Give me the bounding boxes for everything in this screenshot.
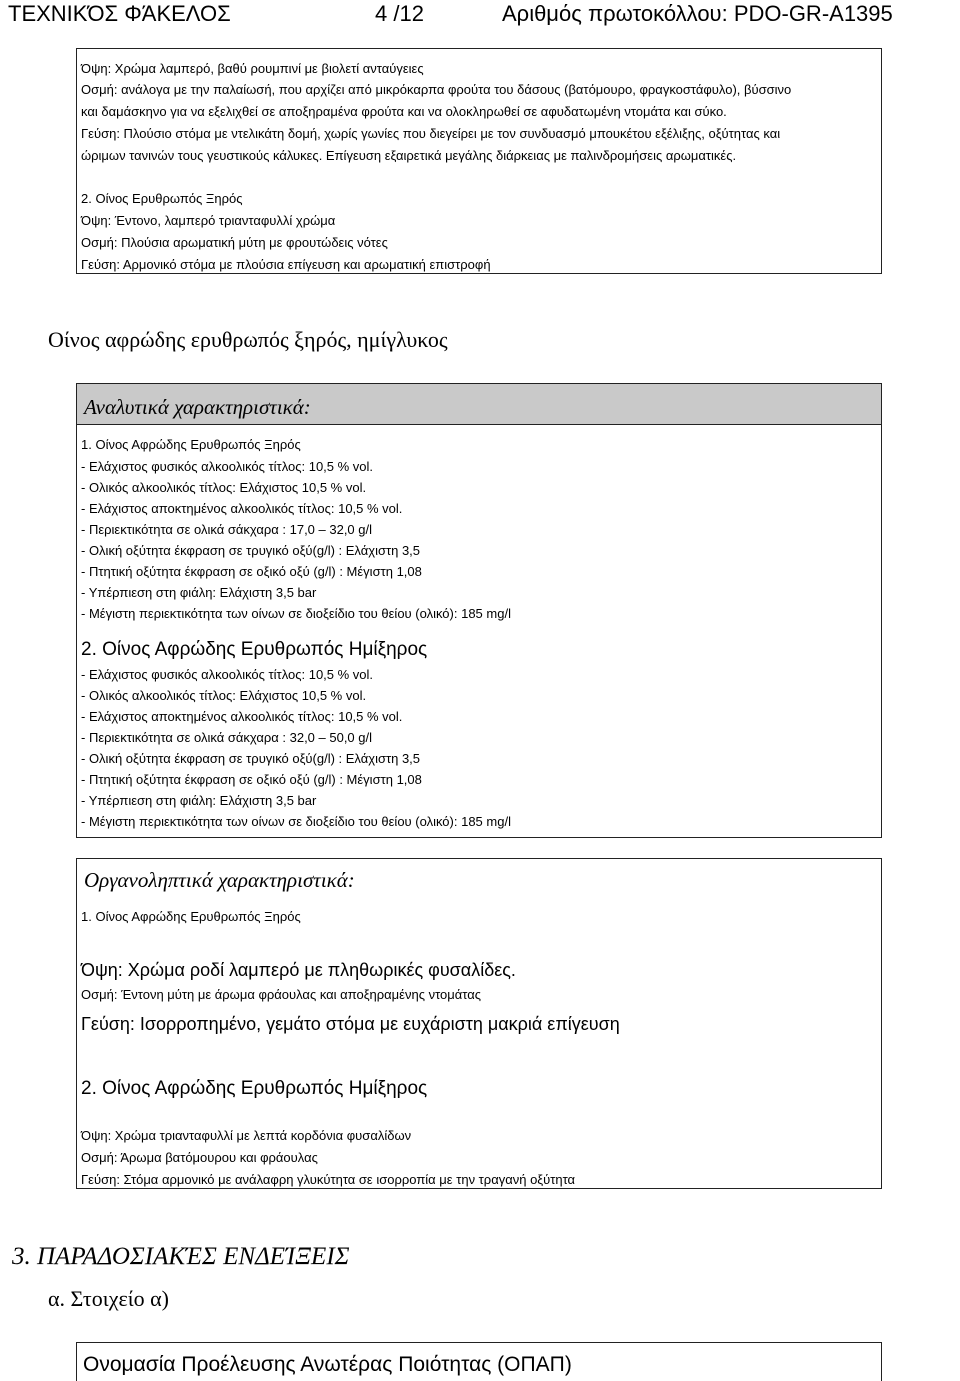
organoleptic-wine2-line: Όψη: Χρώμα τριανταφυλλί με λεπτά κορδόνια φυσαλίδων [81, 1128, 412, 1143]
box1-wine2-line: Γεύση: Αρμονικό στόμα με πλούσια επίγευση και αρωματική επιστροφή [81, 257, 491, 272]
box1-line: Οσμή: ανάλογα με την παλαίωσή, που αρχίζει από μικρόκαρπα φρούτα του δάσους (βατόμουρο, φραγκοστάφυλο), βύσσινο [81, 82, 792, 97]
box1-line: Όψη: Χρώμα λαμπερό, βαθύ ρουμπινί με βιολετί ανταύγειες [81, 61, 424, 76]
analytical-wine1-item: - Περιεκτικότητα σε ολικά σάκχαρα : 17,0 – 32,0 g/l [81, 522, 373, 537]
analytical-wine1-item: - Ολική οξύτητα έκφραση σε τρυγικό οξύ(g/l) : Ελάχιστη 3,5 [81, 543, 421, 558]
organoleptic-wine2-line: Οσμή: Άρωμα βατόμουρου και φράουλας [81, 1150, 318, 1165]
analytical-heading: Αναλυτικά χαρακτηριστικά: [84, 395, 311, 419]
traditional-heading: 3. ΠΑΡΑΔΟΣΙΑΚΈΣ ΕΝΔΕΊΞΕΙΣ [12, 1243, 350, 1270]
header-protocol-number: Αριθμός πρωτοκόλλου: PDO-GR-A1395 [502, 1, 893, 26]
header-page-number: 4 /12 [375, 1, 424, 26]
analytical-wine1-item: - Υπέρπιεση στη φιάλη: Ελάχιστη 3,5 bar [81, 585, 317, 600]
organoleptic-wine1-sight: Όψη: Χρώμα ροδί λαμπερό με πληθωρικές φυσαλίδες. [81, 960, 516, 980]
analytical-wine2-title: 2. Οίνος Αφρώδης Ερυθρωπός Ημίξηρος [81, 639, 428, 660]
organoleptic-wine1-smell: Οσμή: Έντονη μύτη με άρωμα φράουλας και αποξηραμένης ντομάτας [81, 987, 481, 1002]
analytical-wine1-item: - Ολικός αλκοολικός τίτλος: Ελάχιστος 10,5 % vol. [81, 480, 367, 495]
analytical-wine1-item: - Ελάχιστος φυσικός αλκοολικός τίτλος: 10,5 % vol. [81, 459, 374, 474]
organoleptic-wine2-title: 2. Οίνος Αφρώδης Ερυθρωπός Ημίξηρος [81, 1078, 428, 1099]
analytical-wine1-item: - Ελάχιστος αποκτημένος αλκοολικός τίτλος: 10,5 % vol. [81, 501, 403, 516]
analytical-wine1-list [81, 456, 511, 624]
traditional-box-text: Ονομασία Προέλευσης Ανωτέρας Ποιότητας (ΟΠΑΠ) [83, 1353, 572, 1376]
organoleptic-heading: Οργανοληπτικά χαρακτηριστικά: [84, 868, 355, 892]
analytical-wine2-item: - Ολική οξύτητα έκφραση σε τρυγικό οξύ(g/l) : Ελάχιστη 3,5 [81, 751, 421, 766]
organoleptic-wine2-line: Γεύση: Στόμα αρμονικό με ανάλαφρη γλυκύτητα σε ισορροπία με την τραγανή οξύτητα [81, 1172, 576, 1187]
analytical-wine2-item: - Περιεκτικότητα σε ολικά σάκχαρα : 32,0 – 50,0 g/l [81, 730, 373, 745]
analytical-wine1-item: - Μέγιστη περιεκτικότητα των οίνων σε διοξείδιο του θείου (ολικό): 185 mg/l [81, 606, 511, 621]
organoleptic-wine1-title: 1. Οίνος Αφρώδης Ερυθρωπός Ξηρός [81, 909, 301, 924]
organoleptic-wine1-taste: Γεύση: Ισορροπημένο, γεμάτο στόμα με ευχάριστη μακριά επίγευση [81, 1014, 620, 1034]
analytical-wine2-item: - Ελάχιστος αποκτημένος αλκοολικός τίτλος: 10,5 % vol. [81, 709, 403, 724]
box1-wine2-line: Όψη: Έντονο, λαμπερό τριανταφυλλί χρώμα [81, 213, 336, 228]
traditional-subheading: α. Στοιχείο α) [48, 1286, 169, 1311]
analytical-wine2-item: - Ολικός αλκοολικός τίτλος: Ελάχιστος 10,5 % vol. [81, 688, 367, 703]
box1-wine2-line: Οσμή: Πλούσια αρωματική μύτη με φρουτώδεις νότες [81, 235, 388, 250]
analytical-wine2-item: - Ελάχιστος φυσικός αλκοολικός τίτλος: 10,5 % vol. [81, 667, 374, 682]
box1-line: ώριμων τανινών τους γευστικούς κάλυκες. Επίγευση εξαιρετικά μεγάλης διάρκειας με παλινδρομήσεις αρωματικές. [81, 148, 737, 163]
analytical-wine1-item: - Πτητική οξύτητα έκφραση σε οξικό οξύ (g/l) : Μέγιστη 1,08 [81, 564, 422, 579]
box1-wine2-title: 2. Οίνος Ερυθρωπός Ξηρός [81, 191, 243, 206]
header-doc-title: ΤΕΧΝΙΚΌΣ ΦΆΚΕΛΟΣ [8, 1, 231, 26]
box1-line: Γεύση: Πλούσιο στόμα με ντελικάτη δομή, χωρίς γωνίες που διεγείρει με τον συνδυασμό μπουκέτου εξέλιξης, οξύτητας και [81, 126, 781, 141]
analytical-wine2-item: - Πτητική οξύτητα έκφραση σε οξικό οξύ (g/l) : Μέγιστη 1,08 [81, 772, 422, 787]
analytical-wine2-item: - Υπέρπιεση στη φιάλη: Ελάχιστη 3,5 bar [81, 793, 317, 808]
analytical-wine2-list [81, 664, 511, 832]
analytical-wine2-item: - Μέγιστη περιεκτικότητα των οίνων σε διοξείδιο του θείου (ολικό): 185 mg/l [81, 814, 511, 829]
box1-line: και δαμάσκηνο για να εξελιχθεί σε αποξηραμένα φρούτα και να ολοκληρωθεί σε αφυδατωμένη ντομάτα και σύκο. [81, 104, 727, 119]
section-title: Οίνος αφρώδης ερυθρωπός ξηρός, ημίγλυκος [48, 327, 448, 352]
analytical-wine1-title: 1. Οίνος Αφρώδης Ερυθρωπός Ξηρός [81, 437, 301, 452]
